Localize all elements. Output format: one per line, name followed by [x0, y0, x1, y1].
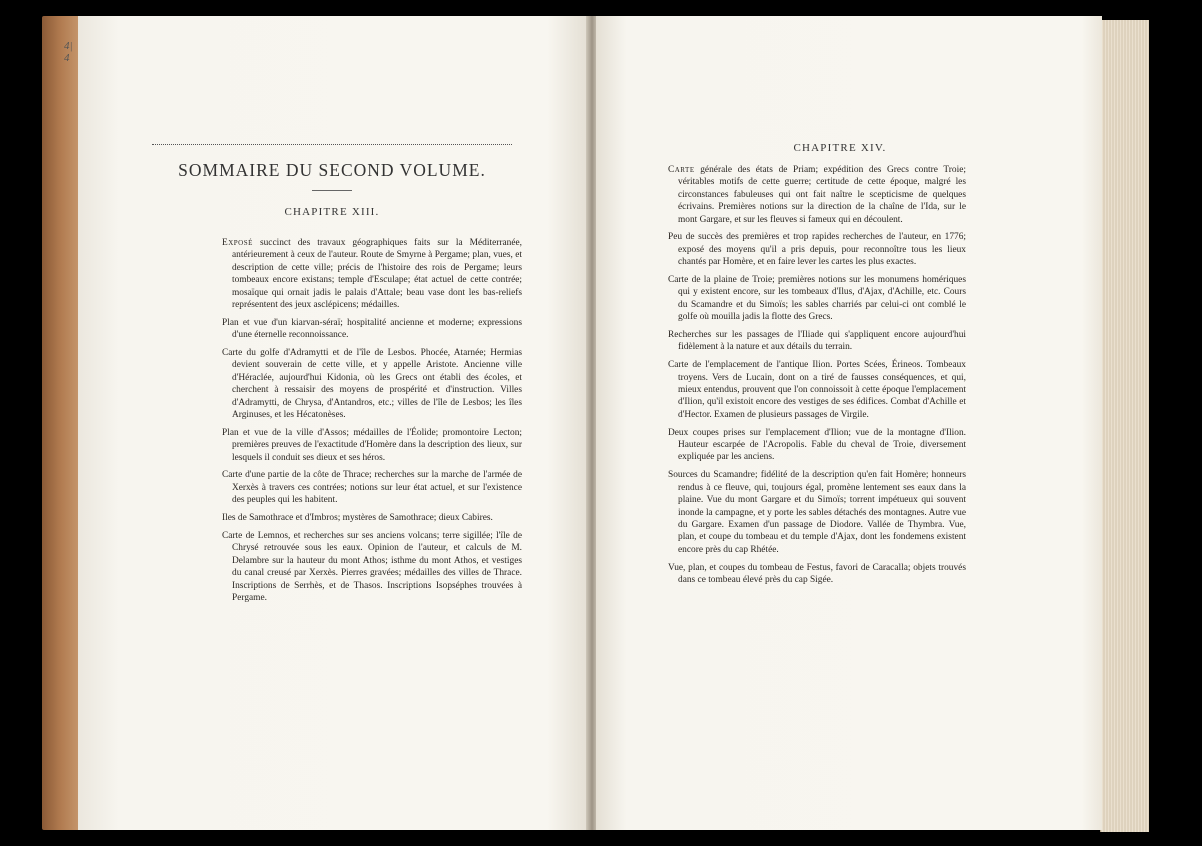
summary-paragraph: Carte d'une partie de la côte de Thrace; recherches sur la marche de l'armée de Xerxès à travers ces contrées; notions sur leur état actuel, et sur l'existence des peuples qui les habitent.	[222, 470, 522, 506]
right-summary-column	[668, 164, 966, 592]
summary-paragraph: Exposé succinct des travaux géographiques faits sur la Méditerranée, antérieurement à ceux de l'auteur. Route de Smyrne à Pergame; plan, vues, et description de cette ville; précis de l'histoire des rois de Pergame; leurs tombeaux encore existans; temple d'Esculape; état actuel de cette contrée; mosaïque qui ornait jadis le palais d'Attale; beau vase dont les bas-reliefs représentent des jeux asclépicens; médailles.	[222, 238, 522, 311]
summary-paragraph: Deux coupes prises sur l'emplacement d'Ilion; vue de la montagne d'Ilion. Hauteur escarpée de l'Acropolis. Fable du cheval de Troie, diversement expliquée par les anciens.	[668, 427, 966, 463]
margin-pencil-mark: 4| 4	[64, 40, 73, 64]
summary-paragraph: Carte générale des états de Priam; expédition des Grecs contre Troie; véritables motifs de cette guerre; certitude de cette époque, malgré les circonstances fabuleuses qui ont fait naître le scepticisme de quelques écrivains. Premières notions sur la direction de la chaîne de l'Ida, sur le mont Gargare, et sur les fleuves si fameux qui en découlent.	[668, 165, 966, 225]
left-summary-column	[222, 237, 522, 610]
summary-paragraph: Sources du Scamandre; fidélité de la description qu'en fait Homère; honneurs rendus à ce fleuve, qui, toujours égal, promène lentement ses eaux dans la plaine. Vue du mont Gargare et du Simoïs; torrent impétueux qui souvent inonde la campagne, et y porte les sables détachés des montagnes. Autre vue du Gargare. Examen d'un passage de Diodore. Vallée de Thymbra. Vue, plan, et coupe du tombeau et du temple d'Ajax, dont les fondemens existent encore près du cap Rhétée.	[668, 470, 966, 555]
summary-paragraph: Vue, plan, et coupes du tombeau de Festus, favori de Caracalla; objets trouvés dans ce tombeau élevé près du cap Sigée.	[668, 562, 966, 585]
title-divider	[312, 190, 352, 191]
chapter-heading-xiii: CHAPITRE XIII.	[284, 206, 380, 218]
summary-paragraph: Plan et vue de la ville d'Assos; médailles de l'Éolide; promontoire Lecton; premières preuves de l'exactitude d'Homère dans la description des lieux, sur lesquels il conduit ses dieux et ses héros.	[222, 427, 522, 463]
summary-paragraph: Carte du golfe d'Adramytti et de l'île de Lesbos. Phocée, Atarnée; Hermias devient souverain de cette ville, et y appelle Aristote. Ancienne ville d'Héraclée, aujourd'hui Kidonia, où les Grecs ont établi des écoles, et cherchent à ressaisir des moyens de prospérité et d'instruction. Villes d'Adramytti, de Chrysa, d'Antandros, etc.; villes de l'île de Lesbos; les îles Arginuses, et les Hécatonèses.	[222, 348, 522, 421]
book-cover-left	[42, 16, 82, 830]
top-dotted-rule	[152, 144, 512, 145]
summary-paragraph: Plan et vue d'un kiarvan-séraï; hospitalité ancienne et moderne; expressions d'une éternelle reconnoissance.	[222, 317, 522, 341]
summary-paragraph: Iles de Samothrace et d'Imbros; mystères de Samothrace; dieux Cabires.	[222, 513, 493, 524]
summary-paragraph: Carte de l'emplacement de l'antique Ilion. Portes Scées, Érineos. Tombeaux troyens. Vers de Lucain, dont on a tiré de fausses conséquences, et qui, mieux entendus, prouvent que l'on connoissoit à cette époque l'emplacement d'Ilion, qu'il existoit encore des vestiges de ses édifices. Combat d'Achille et d'Hector. Examen de plusieurs passages de Virgile.	[668, 360, 966, 420]
volume-title: SOMMAIRE DU SECOND VOLUME.	[178, 160, 486, 180]
summary-paragraph: Carte de la plaine de Troie; premières notions sur les monumens homériques qui y existent encore, sur les tombeaux d'Ilus, d'Ajax, d'Achille, etc. Cours du Scamandre et du Simoïs; les sables charriés par celui-ci ont comblé le golfe où mouilla jadis la flotte des Grecs.	[668, 275, 966, 323]
summary-paragraph: Peu de succès des premières et trop rapides recherches de l'auteur, en 1776; exposé des moyens qu'il a pris depuis, pour reconnoître tous les lieux chantés par Homère, et en faire lever les cartes les plus exactes.	[668, 232, 966, 268]
book-page-edges	[1100, 20, 1149, 832]
chapter-heading-xiv: CHAPITRE XIV.	[793, 142, 887, 154]
summary-paragraph: Carte de Lemnos, et recherches sur ses anciens volcans; terre sigillée; l'île de Chrysé retrouvée sous les eaux. Opinion de l'auteur, et calculs de M. Delambre sur la hauteur du mont Athos; isthme du mont Athos, et vestiges du canal creusé par Xerxès. Pierres gravées; médailles des villes de Thrace. Inscriptions de Serrhès, et de Thasos. Inscriptions Isopséphes trouvées à Pergame.	[222, 530, 522, 603]
summary-paragraph: Recherches sur les passages de l'Iliade qui s'appliquent encore aujourd'hui fidèlement à la nature et aux détails du terrain.	[668, 330, 966, 353]
